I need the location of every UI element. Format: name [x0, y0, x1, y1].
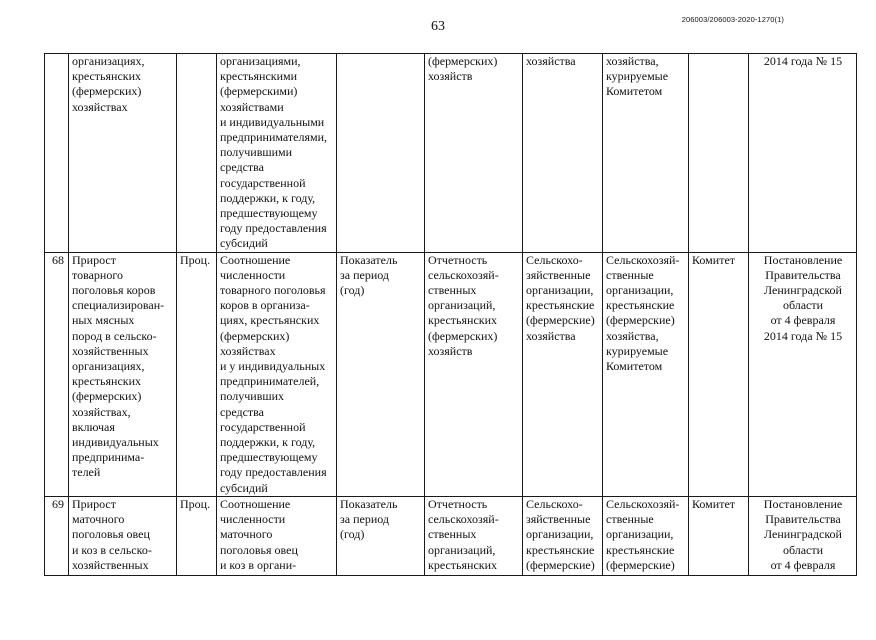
- cell-line: году предоставления: [220, 465, 327, 480]
- cell-line: Сельскохозяй-: [606, 496, 680, 511]
- cell-line: поддержки, к году,: [220, 435, 316, 450]
- cell-line: (фермерских): [220, 328, 290, 343]
- cell-line: Проц.: [180, 496, 211, 511]
- cell-line: (фермерские): [526, 557, 595, 572]
- cell-line: маточного: [220, 527, 273, 542]
- cell-line: поголовья коров: [72, 283, 156, 298]
- table-body: [45, 54, 857, 576]
- cell-line: поддержки, к году,: [220, 190, 316, 205]
- cell-line: предпринимателями,: [220, 130, 328, 145]
- cell-line: циях, крестьянских: [220, 313, 320, 328]
- cell-line: крестьянские: [606, 542, 675, 557]
- cell-line: (фермерских): [428, 54, 498, 68]
- cell-population: [523, 496, 603, 575]
- cell-line: Отчетность: [428, 496, 488, 511]
- cell-line: пород в сельско-: [72, 328, 157, 343]
- cell-line: (фермерские): [606, 557, 675, 572]
- cell-line: хозяйств: [428, 69, 473, 84]
- cell-line: средства: [220, 404, 265, 419]
- cell-line: крестьянскими: [220, 69, 298, 84]
- cell-line: хозяйства,: [606, 54, 659, 68]
- cell-line: получившими: [220, 145, 293, 160]
- cell-line: ных мясных: [72, 313, 135, 328]
- cell-line: области: [782, 542, 824, 557]
- cell-legal-basis: [749, 496, 857, 575]
- cell-unit: [177, 54, 217, 253]
- cell-line: Прирост: [72, 252, 116, 267]
- cell-line: поголовья овец: [72, 527, 150, 542]
- cell-line: ственные: [606, 267, 654, 282]
- cell-line: за период: [340, 267, 389, 282]
- cell-line: государственной: [220, 419, 306, 434]
- cell-data-source: [425, 54, 523, 253]
- cell-line: зяйственные: [526, 512, 591, 527]
- cell-line: курируемые: [606, 343, 669, 358]
- cell-line: крестьянских: [72, 374, 142, 389]
- cell-line: хозяйственных: [72, 343, 149, 358]
- cell-line: Сельскохо-: [526, 252, 583, 267]
- cell-calculation-method: [217, 496, 337, 575]
- cell-line: численности: [220, 267, 286, 282]
- cell-indicator-type: [337, 252, 425, 496]
- cell-data-source: [425, 496, 523, 575]
- cell-indicator-name: [69, 54, 177, 253]
- cell-line: и у индивидуальных: [220, 359, 326, 374]
- cell-line: Показатель: [340, 496, 398, 511]
- cell-line: за период: [340, 512, 389, 527]
- cell-line: (фермерские): [526, 313, 595, 328]
- cell-number: 68: [45, 252, 69, 496]
- cell-line: крестьянских: [72, 69, 142, 84]
- cell-line: 2014 года № 15: [763, 54, 843, 68]
- cell-legal-basis: [749, 252, 857, 496]
- cell-line: (фермерских): [428, 328, 498, 343]
- cell-line: средства: [220, 160, 265, 175]
- cell-line: сельскохозяй-: [428, 512, 499, 527]
- cell-line: Правительства: [765, 267, 841, 282]
- cell-line: и коз в сельско-: [72, 542, 152, 557]
- cell-line: товарного: [72, 267, 123, 282]
- cell-line: Комитетом: [606, 84, 663, 99]
- cell-line: и индивидуальными: [220, 114, 325, 129]
- cell-line: хозяйствами: [220, 99, 284, 114]
- cell-unit: [177, 496, 217, 575]
- cell-line: маточного: [72, 512, 125, 527]
- cell-legal-basis: [749, 54, 857, 253]
- cell-line: предшествующему: [220, 450, 318, 465]
- cell-line: включая: [72, 419, 115, 434]
- cell-line: Соотношение: [220, 496, 291, 511]
- cell-line: Соотношение: [220, 252, 291, 267]
- cell-line: организации,: [606, 527, 674, 542]
- cell-indicator-type: [337, 54, 425, 253]
- cell-indicator-name: [69, 496, 177, 575]
- cell-line: Сельскохозяй-: [606, 252, 680, 267]
- cell-line: Отчетность: [428, 252, 488, 267]
- cell-number: [45, 54, 69, 253]
- cell-data-source: [425, 252, 523, 496]
- cell-line: поголовья овец: [220, 542, 298, 557]
- cell-line: организациях,: [72, 359, 145, 374]
- cell-line: численности: [220, 512, 286, 527]
- cell-line: крестьянские: [526, 542, 595, 557]
- cell-line: телей: [72, 465, 101, 480]
- cell-line: крестьянских: [428, 557, 498, 572]
- cell-line: зяйственные: [526, 267, 591, 282]
- cell-line: организаций,: [428, 298, 496, 313]
- cell-line: государственной: [220, 175, 306, 190]
- cell-line: организации,: [606, 283, 674, 298]
- cell-line: Прирост: [72, 496, 116, 511]
- document-code: 206003/206003-2020-1270(1): [681, 15, 784, 24]
- cell-line: индивидуальных: [72, 435, 159, 450]
- cell-calculation-method: [217, 252, 337, 496]
- cell-line: (фермерские): [606, 313, 675, 328]
- cell-line: хозяйствах,: [72, 404, 131, 419]
- cell-indicator-type: [337, 496, 425, 575]
- cell-line: Постановление: [763, 252, 843, 267]
- cell-line: ственные: [606, 512, 654, 527]
- cell-line: хозяйствах: [72, 99, 128, 114]
- cell-line: организаций,: [428, 542, 496, 557]
- cell-observation-unit: [603, 496, 689, 575]
- cell-line: организациями,: [220, 54, 301, 68]
- cell-line: сельскохозяй-: [428, 267, 499, 282]
- cell-line: Ленинградской: [764, 527, 842, 542]
- cell-line: Проц.: [180, 252, 211, 267]
- cell-line: хозяйства: [526, 328, 576, 343]
- cell-line: ственных: [428, 527, 477, 542]
- cell-line: от 4 февраля: [770, 557, 836, 572]
- cell-line: организации,: [526, 283, 594, 298]
- table-row: [45, 54, 857, 253]
- cell-line: Ленинградской: [764, 283, 842, 298]
- cell-line: Комитет: [692, 252, 736, 267]
- cell-line: крестьянских: [428, 313, 498, 328]
- cell-line: товарного поголовья: [220, 283, 326, 298]
- cell-line: крестьянские: [526, 298, 595, 313]
- cell-line: хозяйств: [428, 343, 473, 358]
- cell-line: Комитет: [692, 496, 736, 511]
- cell-line: и коз в органи-: [220, 557, 297, 572]
- cell-population: [523, 54, 603, 253]
- cell-line: Сельскохо-: [526, 496, 583, 511]
- cell-line: ственных: [428, 283, 477, 298]
- cell-line: организациях,: [72, 54, 145, 68]
- cell-line: специализирован-: [72, 298, 165, 313]
- cell-line: Постановление: [763, 496, 843, 511]
- cell-line: Правительства: [765, 512, 841, 527]
- cell-responsible: [689, 496, 749, 575]
- cell-responsible: [689, 252, 749, 496]
- cell-responsible: [689, 54, 749, 253]
- cell-number: 69: [45, 496, 69, 575]
- cell-line: (год): [340, 283, 365, 298]
- cell-line: (фермерских): [72, 84, 142, 99]
- cell-line: получивших: [220, 389, 285, 404]
- page-number: 63: [431, 19, 445, 34]
- cell-observation-unit: [603, 54, 689, 253]
- cell-line: (фермерскими): [220, 84, 298, 99]
- cell-unit: [177, 252, 217, 496]
- cell-line: хозяйства,: [606, 328, 659, 343]
- cell-line: области: [782, 298, 824, 313]
- cell-line: Комитетом: [606, 359, 663, 374]
- cell-population: [523, 252, 603, 496]
- cell-line: (фермерских): [72, 389, 142, 404]
- cell-line: предпринимателей,: [220, 374, 320, 389]
- cell-indicator-name: [69, 252, 177, 496]
- cell-line: хозяйственных: [72, 557, 149, 572]
- table-row: [45, 496, 857, 575]
- cell-line: 2014 года № 15: [763, 328, 843, 343]
- cell-line: субсидий: [220, 480, 268, 495]
- cell-line: субсидий: [220, 236, 268, 251]
- table-row: [45, 252, 857, 496]
- cell-line: (год): [340, 527, 365, 542]
- cell-line: курируемые: [606, 69, 669, 84]
- cell-line: от 4 февраля: [770, 313, 836, 328]
- cell-line: предшествующему: [220, 206, 318, 221]
- cell-line: хозяйства: [526, 54, 576, 68]
- cell-observation-unit: [603, 252, 689, 496]
- cell-line: году предоставления: [220, 221, 327, 236]
- cell-line: предпринима-: [72, 450, 145, 465]
- indicators-table: [44, 53, 857, 576]
- cell-calculation-method: [217, 54, 337, 253]
- cell-line: крестьянские: [606, 298, 675, 313]
- cell-line: Показатель: [340, 252, 398, 267]
- cell-line: хозяйствах: [220, 343, 276, 358]
- cell-line: коров в организа-: [220, 298, 310, 313]
- cell-line: организации,: [526, 527, 594, 542]
